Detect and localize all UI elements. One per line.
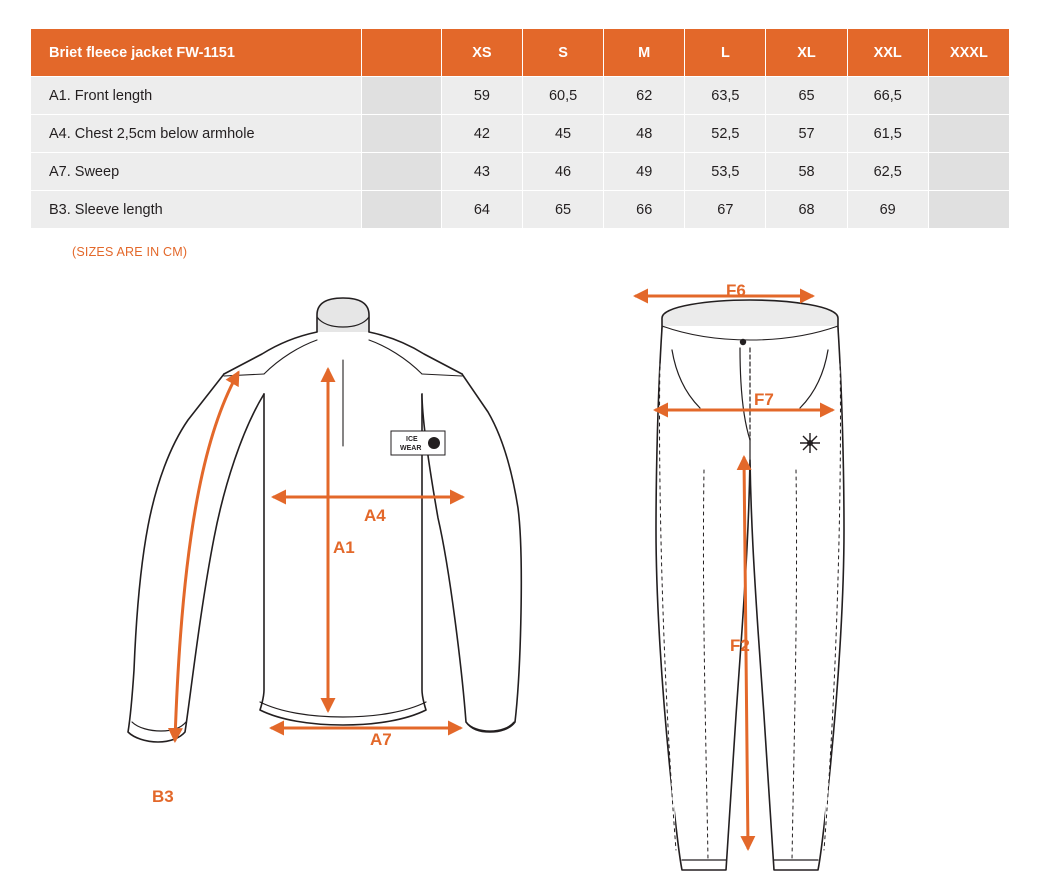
column-header-m: M	[604, 29, 685, 77]
units-note: (SIZES ARE IN CM)	[72, 245, 188, 259]
cell-xl: 65	[766, 77, 847, 115]
table-row	[31, 115, 1010, 153]
cell-xs: 64	[441, 191, 522, 229]
cell-xxxl	[928, 191, 1009, 229]
dimension-label-a4: A4	[364, 506, 386, 525]
row-label: B3. Sleeve length	[31, 191, 362, 229]
cell-xs: 43	[441, 153, 522, 191]
trousers-diagram	[600, 270, 1000, 890]
size-table	[30, 28, 1010, 229]
cell-xl: 68	[766, 191, 847, 229]
row-spacer	[361, 153, 441, 191]
cell-xxl: 66,5	[847, 77, 928, 115]
row-spacer	[361, 77, 441, 115]
snowflake-icon	[800, 433, 820, 453]
cell-m: 49	[604, 153, 685, 191]
column-header-s: S	[522, 29, 603, 77]
header-spacer	[361, 29, 441, 77]
column-header-l: L	[685, 29, 766, 77]
cell-l: 63,5	[685, 77, 766, 115]
dimension-label-f7: F7	[754, 390, 774, 409]
cell-m: 48	[604, 115, 685, 153]
table-row	[31, 77, 1010, 115]
fleece-jacket-diagram	[10, 270, 530, 890]
cell-xxxl	[928, 115, 1009, 153]
cell-l: 67	[685, 191, 766, 229]
dimension-label-f6: F6	[726, 281, 746, 300]
table-header-row	[31, 29, 1010, 77]
cell-xl: 58	[766, 153, 847, 191]
dimension-label-a1: A1	[333, 538, 355, 557]
row-spacer	[361, 191, 441, 229]
cell-s: 46	[522, 153, 603, 191]
dimension-label-b3: B3	[152, 787, 174, 806]
dimension-label-f2: F2	[730, 636, 750, 655]
cell-s: 65	[522, 191, 603, 229]
table-title: Briet fleece jacket FW-1151	[31, 29, 362, 77]
cell-xl: 57	[766, 115, 847, 153]
column-header-xl: XL	[766, 29, 847, 77]
svg-text:ICE: ICE	[406, 436, 418, 443]
row-label: A1. Front length	[31, 77, 362, 115]
cell-xxl: 61,5	[847, 115, 928, 153]
cell-xs: 59	[441, 77, 522, 115]
row-spacer	[361, 115, 441, 153]
row-label: A4. Chest 2,5cm below armhole	[31, 115, 362, 153]
cell-l: 52,5	[685, 115, 766, 153]
cell-xs: 42	[441, 115, 522, 153]
cell-m: 62	[604, 77, 685, 115]
cell-xxxl	[928, 77, 1009, 115]
table-row	[31, 153, 1010, 191]
column-header-xs: XS	[441, 29, 522, 77]
table-row	[31, 191, 1010, 229]
cell-l: 53,5	[685, 153, 766, 191]
brand-logo-icon	[391, 431, 445, 455]
cell-s: 45	[522, 115, 603, 153]
cell-s: 60,5	[522, 77, 603, 115]
cell-xxl: 62,5	[847, 153, 928, 191]
dimension-label-a7: A7	[370, 730, 392, 749]
svg-text:WEAR: WEAR	[400, 445, 422, 452]
column-header-xxxl: XXXL	[928, 29, 1009, 77]
column-header-xxl: XXL	[847, 29, 928, 77]
cell-xxxl	[928, 153, 1009, 191]
cell-m: 66	[604, 191, 685, 229]
row-label: A7. Sweep	[31, 153, 362, 191]
diagram-area	[0, 270, 1040, 890]
cell-xxl: 69	[847, 191, 928, 229]
